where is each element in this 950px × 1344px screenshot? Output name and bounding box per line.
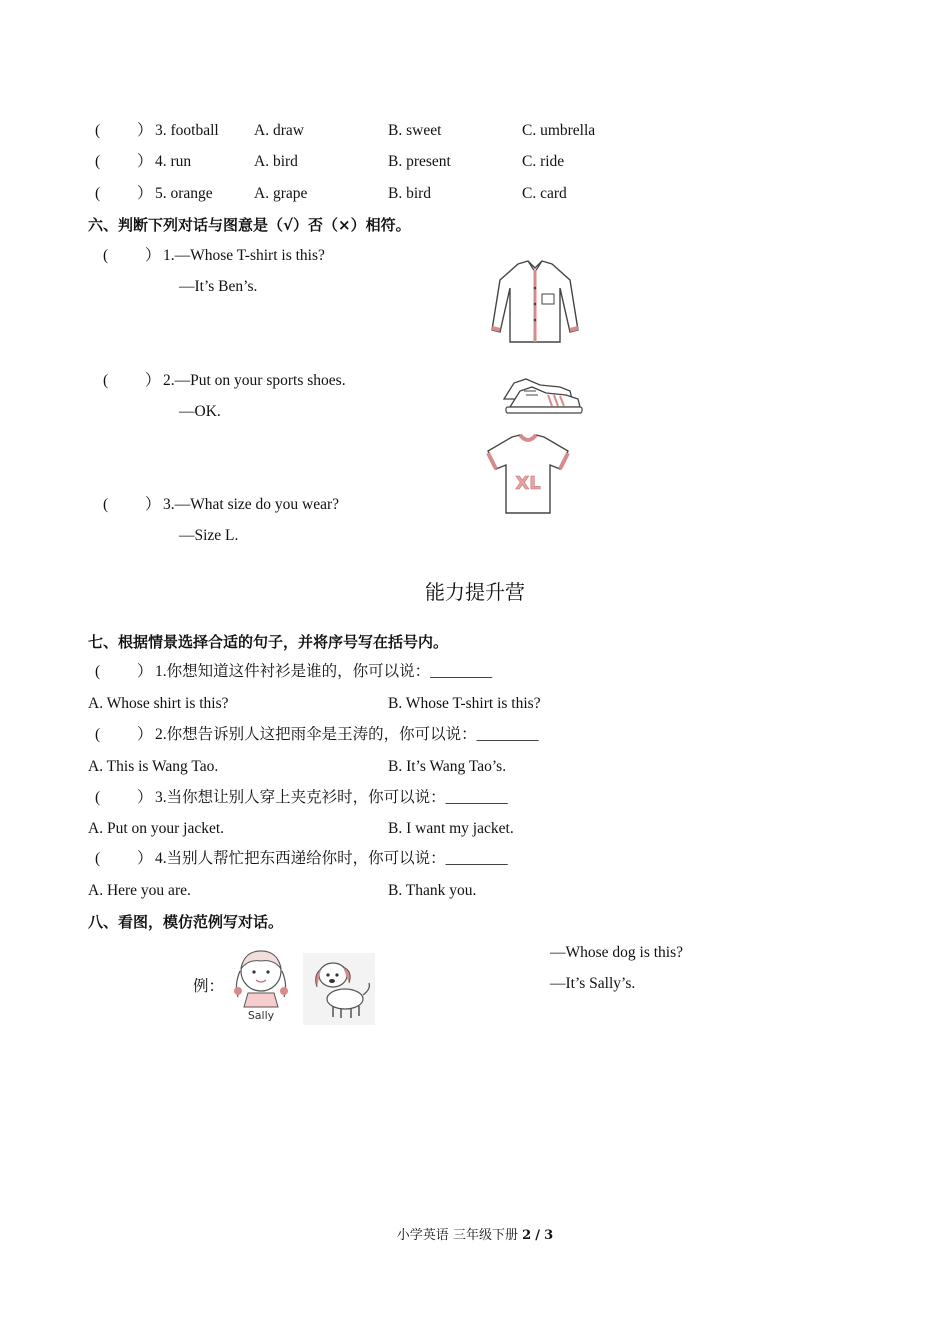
option-c: C. card: [522, 185, 567, 202]
girl-sally-illustration: [226, 945, 296, 1023]
girl-name-label: Sally: [247, 1009, 275, 1022]
section-6-heading: 六、判断下列对话与图意是（√）否（×）相符。: [88, 216, 411, 234]
answer-paren-open[interactable]: (: [103, 372, 109, 389]
page-footer: [0, 1224, 950, 1243]
option-a: A. Put on your jacket.: [88, 820, 225, 837]
answer-paren-close: ）: [145, 496, 161, 513]
example-dialogue-question: —Whose dog is this?: [550, 944, 684, 961]
scenario-question: 2.你想告诉别人这把雨伞是王涛的，你可以说：________: [155, 726, 539, 743]
answer-paren-open[interactable]: (: [103, 496, 109, 513]
section-8-heading: 八、看图，模仿范例写对话。: [88, 913, 284, 931]
option-b: B. It’s Wang Tao’s.: [388, 758, 507, 775]
shirt-illustration: [490, 258, 580, 348]
answer-paren-open[interactable]: (: [95, 663, 101, 680]
option-c: C. umbrella: [522, 122, 596, 139]
footer-page-separator: /: [535, 1228, 541, 1243]
answer-paren-close: ）: [137, 663, 153, 680]
option-b: B. Thank you.: [388, 882, 477, 899]
option-b: B. bird: [388, 185, 432, 202]
option-b: B. Whose T-shirt is this?: [388, 695, 541, 712]
option-b: B. I want my jacket.: [388, 820, 514, 837]
footer-page-number: 2: [522, 1228, 532, 1243]
option-a: A. Here you are.: [88, 882, 191, 899]
footer-grade: 三年级下册: [452, 1228, 518, 1243]
question-word: 4. run: [155, 153, 192, 170]
dialogue-answer: —It’s Ben’s.: [179, 278, 258, 295]
answer-paren-close: ）: [145, 372, 161, 389]
footer-page-total: 3: [544, 1228, 554, 1243]
dialogue-question: 1.—Whose T-shirt is this?: [163, 247, 325, 264]
dialogue-question: 3.—What size do you wear?: [163, 496, 340, 513]
dialogue-answer: —Size L.: [179, 527, 239, 544]
sneakers-illustration: [500, 365, 584, 417]
option-a: A. Whose shirt is this?: [88, 695, 229, 712]
answer-paren-open[interactable]: (: [95, 726, 101, 743]
dialogue-question: 2.—Put on your sports shoes.: [163, 372, 346, 389]
answer-paren-close: ）: [145, 247, 161, 264]
tshirt-xl-illustration: [484, 433, 572, 517]
answer-paren-open[interactable]: (: [95, 122, 101, 139]
question-word: 3. football: [155, 122, 219, 139]
question-word: 5. orange: [155, 185, 213, 202]
option-c: C. ride: [522, 153, 565, 170]
example-label: 例：: [193, 978, 225, 995]
dialogue-answer: —OK.: [179, 403, 221, 420]
dog-illustration: [303, 953, 375, 1025]
section-title: 能力提升营: [425, 580, 525, 604]
answer-paren-open[interactable]: (: [95, 850, 101, 867]
tshirt-size-label: XL: [515, 473, 541, 494]
answer-paren-open[interactable]: (: [95, 153, 101, 170]
option-b: B. sweet: [388, 122, 442, 139]
option-a: A. draw: [254, 122, 304, 139]
answer-paren-close: ）: [137, 726, 153, 743]
example-dialogue-answer: —It’s Sally’s.: [550, 975, 636, 992]
section-7-heading: 七、根据情景选择合适的句子，并将序号写在括号内。: [88, 633, 449, 651]
answer-paren-close: ）: [137, 850, 153, 867]
answer-paren-close: ）: [137, 185, 153, 202]
answer-paren-open[interactable]: (: [103, 247, 109, 264]
option-b: B. present: [388, 153, 451, 170]
option-a: A. bird: [254, 153, 298, 170]
scenario-question: 4.当别人帮忙把东西递给你时，你可以说：________: [155, 850, 508, 867]
footer-subject: 小学英语: [396, 1228, 449, 1243]
answer-paren-close: ）: [137, 153, 153, 170]
scenario-question: 3.当你想让别人穿上夹克衫时，你可以说：________: [155, 789, 508, 806]
answer-paren-close: ）: [137, 789, 153, 806]
answer-paren-close: ）: [137, 122, 153, 139]
option-a: A. grape: [254, 185, 308, 202]
answer-paren-open[interactable]: (: [95, 185, 101, 202]
scenario-question: 1.你想知道这件衬衫是谁的，你可以说：________: [155, 663, 493, 680]
option-a: A. This is Wang Tao.: [88, 758, 219, 775]
answer-paren-open[interactable]: (: [95, 789, 101, 806]
